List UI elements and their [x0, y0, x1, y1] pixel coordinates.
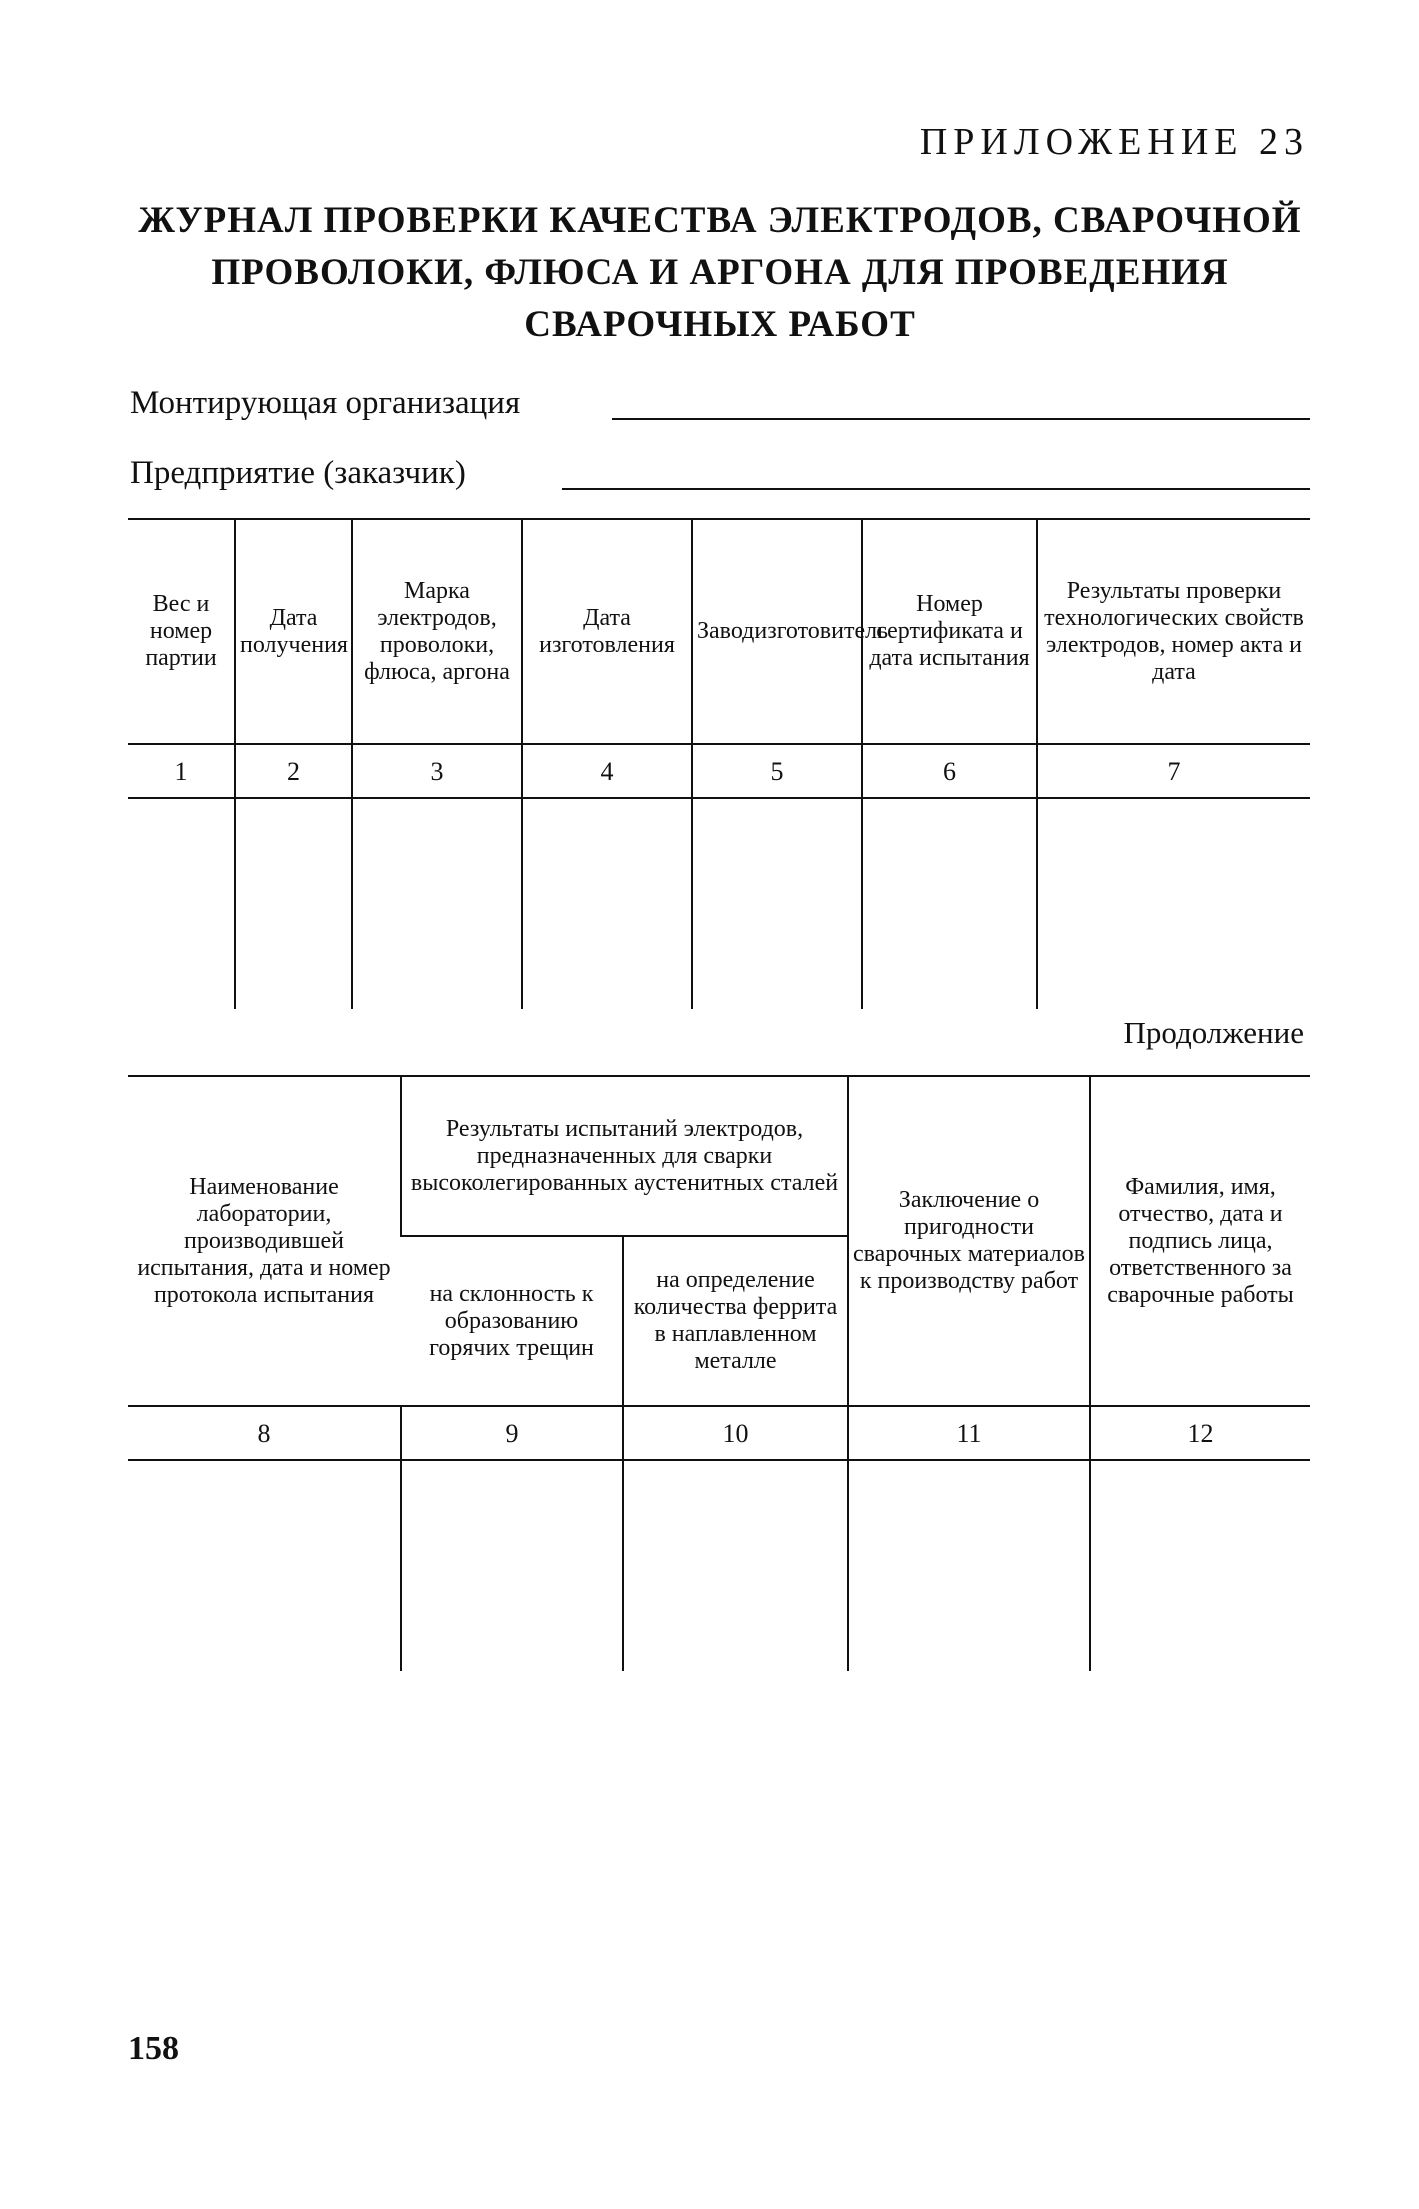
title-line-2: ПРОВОЛОКИ, ФЛЮСА И АРГОНА ДЛЯ ПРОВЕДЕНИЯ	[211, 252, 1229, 293]
col-header-manufacturer: Заводизготовитель	[692, 519, 862, 744]
col-header-certificate: Номер сертификата и дата испытания	[862, 519, 1037, 744]
document-title	[130, 195, 1310, 351]
col-number: 1	[128, 744, 235, 798]
col-header-brand: Марка электродов, проволоки, флюса, аргона	[352, 519, 522, 744]
col-header-ferrite: на определение количества феррита в наплавленном металле	[623, 1236, 848, 1406]
col-number: 12	[1090, 1406, 1310, 1460]
table-cell[interactable]	[692, 798, 862, 1009]
col-number: 4	[522, 744, 692, 798]
table-cell[interactable]	[522, 798, 692, 1009]
col-header-hot-cracks: на склонность к образованию горячих трещин	[429, 1280, 594, 1361]
table-cell[interactable]	[848, 1460, 1090, 1671]
table-cell[interactable]	[1037, 798, 1310, 1009]
col-header-batch: Вес и номер партии	[128, 519, 235, 744]
col-header-responsible-person: Фамилия, имя, отчество, дата и подпись лица, ответственного за сварочные работы	[1090, 1076, 1310, 1406]
col-number: 9	[401, 1406, 623, 1460]
quality-log-table-2	[128, 1075, 1310, 1671]
continuation-label: Продолжение	[1123, 1015, 1304, 1050]
col-number: 8	[128, 1406, 401, 1460]
col-number: 5	[692, 744, 862, 798]
organization-field[interactable]	[612, 418, 1310, 420]
organization-label: Монтирующая организация	[130, 385, 521, 421]
appendix-label: ПРИЛОЖЕНИЕ 23	[919, 121, 1309, 163]
col-group-austenitic-results: Результаты испытаний электродов, предназначенных для сварки высоколегированных аустенитных сталей	[401, 1076, 848, 1236]
col-number: 11	[848, 1406, 1090, 1460]
table-cell[interactable]	[352, 798, 522, 1009]
customer-field[interactable]	[562, 488, 1310, 490]
col-number: 7	[1037, 744, 1310, 798]
table-cell[interactable]	[1090, 1460, 1310, 1671]
page-number: 158	[128, 2030, 179, 2067]
table-cell[interactable]	[401, 1460, 623, 1671]
col-number: 2	[235, 744, 352, 798]
table-cell[interactable]	[623, 1460, 848, 1671]
table-cell[interactable]	[128, 1460, 401, 1671]
title-line-1: ЖУРНАЛ ПРОВЕРКИ КАЧЕСТВА ЭЛЕКТРОДОВ, СВАРОЧНОЙ	[138, 200, 1302, 241]
col-header-conclusion: Заключение о пригодности сварочных материалов к производству работ	[848, 1076, 1090, 1406]
col-number: 6	[862, 744, 1037, 798]
col-header-laboratory: Наименование лаборатории, производившей испытания, дата и номер протокола испытания	[128, 1076, 401, 1406]
col-number: 10	[623, 1406, 848, 1460]
customer-label: Предприятие (заказчик)	[130, 455, 466, 491]
table-cell[interactable]	[128, 798, 235, 1009]
quality-log-table-1	[128, 518, 1310, 1009]
col-header-manufacture-date: Дата изготовления	[522, 519, 692, 744]
col-number: 3	[352, 744, 522, 798]
title-line-3: СВАРОЧНЫХ РАБОТ	[524, 304, 916, 345]
col-header-receipt-date: Дата получения	[235, 519, 352, 744]
col-header-technology-results: Результаты проверки технологических свойств электродов, номер акта и дата	[1037, 519, 1310, 744]
table-cell[interactable]	[235, 798, 352, 1009]
table-cell[interactable]	[862, 798, 1037, 1009]
